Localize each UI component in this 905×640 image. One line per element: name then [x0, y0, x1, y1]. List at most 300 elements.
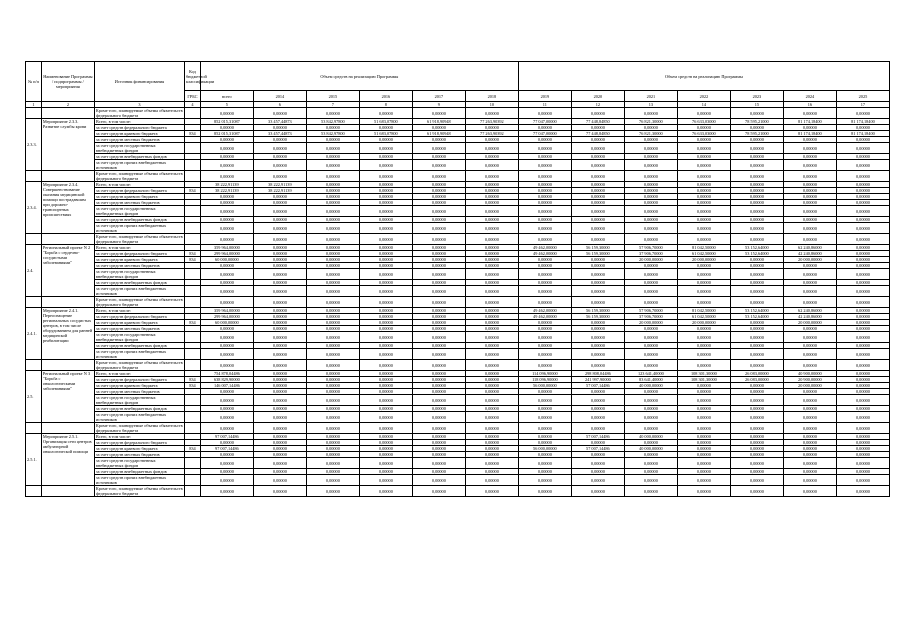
value-cell: 0,00000	[624, 280, 677, 286]
value-cell: 0,00000	[306, 200, 359, 206]
value-cell: 0,00000	[730, 383, 783, 389]
grbs-cell	[184, 349, 200, 360]
value-cell: 0,00000	[783, 182, 836, 188]
value-cell: 0,00000	[465, 257, 518, 263]
value-cell: 0,00000	[359, 251, 412, 257]
value-cell: 0,00000	[465, 395, 518, 406]
index-cell: 5	[200, 102, 253, 108]
year-header: 2019	[518, 91, 571, 102]
value-cell: 0,00000	[359, 332, 412, 343]
row-name-cell	[41, 171, 94, 182]
grbs-cell	[184, 108, 200, 119]
value-cell: 0,00000	[200, 154, 253, 160]
value-cell: 0,00000	[412, 171, 465, 182]
value-cell: 0,00000	[412, 280, 465, 286]
value-cell: 0,00000	[465, 371, 518, 377]
value-cell: 0,00000	[359, 406, 412, 412]
value-cell: 0,00000	[518, 269, 571, 280]
value-cell: 0,00000	[836, 171, 889, 182]
table-row	[26, 297, 890, 308]
value-cell: 0,00000	[730, 280, 783, 286]
value-cell: 77 448,84850	[571, 131, 624, 137]
value-cell: 0,00000	[730, 137, 783, 143]
value-cell: 0,00000	[571, 108, 624, 119]
value-cell: 0,00000	[359, 349, 412, 360]
value-cell: 359 964,00000	[200, 308, 253, 314]
source-cell: за счет средств внебюджетных фондов	[94, 280, 184, 286]
value-cell: 77 263,90392	[465, 131, 518, 137]
value-cell: 0,00000	[624, 194, 677, 200]
value-cell: 0,00000	[359, 182, 412, 188]
value-cell: 0,00000	[465, 280, 518, 286]
value-cell: 62 240,86000	[783, 245, 836, 251]
value-cell: 0,00000	[624, 188, 677, 194]
value-cell: 0,00000	[571, 452, 624, 458]
value-cell: 0,00000	[412, 269, 465, 280]
year-header: 2021	[624, 91, 677, 102]
value-cell: 0,00000	[253, 194, 306, 200]
value-cell: 0,00000	[465, 412, 518, 423]
value-cell: 0,00000	[836, 200, 889, 206]
value-cell: 118 096,90000	[518, 377, 571, 383]
table-row	[26, 332, 890, 343]
value-cell: 83 641,40000	[624, 377, 677, 383]
value-cell: 0,00000	[783, 143, 836, 154]
index-cell: 14	[677, 102, 730, 108]
value-cell: 0,00000	[306, 234, 359, 245]
value-cell: 0,00000	[306, 343, 359, 349]
row-number-cell	[26, 234, 42, 245]
value-cell: 0,00000	[412, 286, 465, 297]
value-cell: 0,00000	[253, 257, 306, 263]
value-cell: 0,00000	[836, 446, 889, 452]
value-cell: 49 462,00000	[518, 251, 571, 257]
value-cell: 0,00000	[465, 349, 518, 360]
value-cell: 0,00000	[306, 412, 359, 423]
value-cell: 0,00000	[306, 326, 359, 332]
value-cell: 53 152,64000	[730, 251, 783, 257]
value-cell: 0,00000	[677, 160, 730, 171]
value-cell: 81 042,50000	[677, 308, 730, 314]
value-cell: 76 821,30000	[624, 119, 677, 125]
value-cell: 0,00000	[624, 440, 677, 446]
value-cell: 0,00000	[465, 171, 518, 182]
value-cell: 0,00000	[412, 160, 465, 171]
index-cell: 11	[518, 102, 571, 108]
value-cell: 0,00000	[677, 297, 730, 308]
value-cell: 0,00000	[571, 160, 624, 171]
year-header: 2016	[359, 91, 412, 102]
value-cell: 0,00000	[730, 182, 783, 188]
value-cell: 0,00000	[571, 475, 624, 486]
value-cell: 0,00000	[253, 360, 306, 371]
value-cell: 0,00000	[571, 458, 624, 469]
value-cell: 0,00000	[359, 280, 412, 286]
value-cell: 0,00000	[412, 343, 465, 349]
value-cell: 56 159,30000	[571, 308, 624, 314]
value-cell: 0,00000	[571, 326, 624, 332]
value-cell: 0,00000	[571, 389, 624, 395]
value-cell: 0,00000	[412, 200, 465, 206]
value-cell: 0,00000	[465, 326, 518, 332]
value-cell: 0,00000	[518, 154, 571, 160]
value-cell: 0,00000	[783, 423, 836, 434]
value-cell: 0,00000	[571, 137, 624, 143]
value-cell: 81 174,18400	[783, 119, 836, 125]
value-cell: 0,00000	[253, 452, 306, 458]
grbs-cell: 834	[184, 383, 200, 389]
source-cell: за счет средств местных бюджетов	[94, 326, 184, 332]
value-cell: 0,00000	[624, 412, 677, 423]
value-cell: 77 263,90392	[465, 119, 518, 125]
value-cell: 0,00000	[200, 452, 253, 458]
source-cell: Кроме того, планируемые объемы обязательств федерального бюджета	[95, 234, 183, 244]
value-cell: 0,00000	[730, 234, 783, 245]
value-cell: 0,00000	[677, 286, 730, 297]
value-cell: 0,00000	[200, 171, 253, 182]
value-cell: 20 900,00000	[783, 377, 836, 383]
value-cell: 49 462,00000	[518, 314, 571, 320]
value-cell: 0,00000	[200, 389, 253, 395]
value-cell: 0,00000	[624, 286, 677, 297]
value-cell: 0,00000	[412, 217, 465, 223]
value-cell: 0,00000	[200, 349, 253, 360]
value-cell: 0,00000	[253, 125, 306, 131]
table-row	[26, 171, 890, 182]
value-cell: 0,00000	[200, 469, 253, 475]
value-cell: 0,00000	[359, 269, 412, 280]
value-cell: 0,00000	[836, 194, 889, 200]
value-cell: 77 047,00000	[518, 119, 571, 125]
value-cell: 0,00000	[465, 297, 518, 308]
value-cell: 0,00000	[783, 360, 836, 371]
value-cell: 20 000,00000	[624, 320, 677, 326]
value-cell: 20 000,00000	[783, 383, 836, 389]
value-cell: 0,00000	[465, 406, 518, 412]
source-cell: Всего, в том числе:	[94, 119, 184, 125]
value-cell: 37 906,70000	[624, 314, 677, 320]
table-body	[26, 108, 890, 497]
index-cell: 7	[306, 102, 359, 108]
value-cell: 146 007,14486	[200, 383, 253, 389]
value-cell: 0,00000	[677, 332, 730, 343]
value-cell: 42 240,86000	[783, 314, 836, 320]
value-cell: 26 083,00000	[730, 377, 783, 383]
value-cell: 0,00000	[730, 171, 783, 182]
value-cell: 0,00000	[624, 469, 677, 475]
value-cell: 0,00000	[518, 452, 571, 458]
value-cell: 0,00000	[518, 297, 571, 308]
value-cell: 51 683,07800	[359, 131, 412, 137]
value-cell: 0,00000	[200, 200, 253, 206]
value-cell: 0,00000	[571, 469, 624, 475]
value-cell: 0,00000	[571, 263, 624, 269]
value-cell: 0,00000	[518, 125, 571, 131]
source-cell: Кроме того, планируемые объемы обязательств федерального бюджета	[95, 108, 183, 118]
value-cell: 0,00000	[783, 389, 836, 395]
value-cell: 0,00000	[677, 223, 730, 234]
year-header: 2022	[677, 91, 730, 102]
value-cell: 0,00000	[200, 395, 253, 406]
row-number-cell	[26, 297, 42, 308]
grbs-cell: 834	[184, 131, 200, 137]
value-cell: 0,00000	[518, 360, 571, 371]
value-cell: 0,00000	[412, 182, 465, 188]
value-cell: 0,00000	[836, 125, 889, 131]
value-cell: 0,00000	[253, 371, 306, 377]
value-cell: 40 900,00000	[783, 371, 836, 377]
value-cell: 0,00000	[253, 423, 306, 434]
value-cell: 81 042,50000	[677, 245, 730, 251]
row-number-cell	[26, 108, 42, 119]
value-cell: 0,00000	[412, 245, 465, 251]
value-cell: 0,00000	[412, 332, 465, 343]
row-name-cell	[41, 360, 94, 371]
value-cell: 0,00000	[836, 314, 889, 320]
value-cell: 0,00000	[730, 188, 783, 194]
header-row-top	[26, 62, 890, 91]
value-cell: 0,00000	[200, 194, 253, 200]
value-cell: 123 641,40000	[624, 371, 677, 377]
value-cell: 0,00000	[624, 217, 677, 223]
row-number-cell: 2.4.1.	[26, 308, 42, 360]
value-cell: 0,00000	[730, 200, 783, 206]
value-cell: 61 042,50000	[677, 314, 730, 320]
value-cell: 299 964,00000	[200, 314, 253, 320]
value-cell: 37 906,70000	[624, 251, 677, 257]
index-cell: 15	[730, 102, 783, 108]
source-cell: Всего, в том числе:	[94, 308, 184, 314]
value-cell: 0,00000	[253, 171, 306, 182]
value-cell: 0,00000	[253, 217, 306, 223]
source-cell: Всего, в том числе:	[94, 182, 184, 188]
value-cell: 0,00000	[836, 458, 889, 469]
value-cell: 0,00000	[783, 280, 836, 286]
value-cell: 0,00000	[836, 188, 889, 194]
value-cell: 0,00000	[571, 280, 624, 286]
value-cell: 0,00000	[253, 251, 306, 257]
value-cell: 57 007,14486	[571, 446, 624, 452]
value-cell: 0,00000	[677, 171, 730, 182]
value-cell: 0,00000	[359, 206, 412, 217]
value-cell: 0,00000	[836, 286, 889, 297]
value-cell: 0,00000	[359, 395, 412, 406]
value-cell: 0,00000	[253, 108, 306, 119]
value-cell: 76 633,03000	[677, 119, 730, 125]
value-cell: 0,00000	[624, 475, 677, 486]
source-cell: за счет средств федерального бюджета	[94, 251, 184, 257]
value-cell: 0,00000	[306, 257, 359, 263]
value-cell: 0,00000	[306, 371, 359, 377]
value-cell: 0,00000	[253, 440, 306, 446]
grbs-cell	[184, 223, 200, 234]
value-cell: 0,00000	[253, 263, 306, 269]
value-cell: 0,00000	[253, 458, 306, 469]
value-cell: 0,00000	[465, 383, 518, 389]
value-cell: 0,00000	[465, 269, 518, 280]
value-cell: 0,00000	[518, 188, 571, 194]
source-cell: Кроме того, планируемые объемы обязательств федерального бюджета	[95, 486, 183, 496]
value-cell: 0,00000	[306, 137, 359, 143]
row-number-cell: 2.5.	[26, 371, 42, 423]
value-cell: 0,00000	[253, 320, 306, 326]
value-cell: 0,00000	[200, 108, 253, 119]
value-cell: 0,00000	[730, 257, 783, 263]
value-cell: 0,00000	[677, 188, 730, 194]
value-cell: 0,00000	[253, 406, 306, 412]
value-cell: 0,00000	[465, 108, 518, 119]
row-number-cell	[26, 486, 42, 497]
value-cell: 0,00000	[571, 406, 624, 412]
value-cell: 0,00000	[465, 389, 518, 395]
value-cell: 0,00000	[783, 206, 836, 217]
value-cell: 0,00000	[465, 154, 518, 160]
value-cell: 0,00000	[571, 154, 624, 160]
value-cell: 61 918,90948	[412, 119, 465, 125]
value-cell: 40 000,00000	[624, 446, 677, 452]
row-number-cell: 2.4.	[26, 245, 42, 297]
value-cell: 0,00000	[677, 182, 730, 188]
value-cell: 0,00000	[783, 332, 836, 343]
value-cell: 0,00000	[306, 251, 359, 257]
source-cell: Кроме того, планируемые объемы обязательств федерального бюджета	[95, 423, 183, 433]
source-cell: Кроме того, планируемые объемы обязательств федерального бюджета	[95, 360, 183, 370]
value-cell: 0,00000	[783, 286, 836, 297]
value-cell: 0,00000	[783, 452, 836, 458]
value-cell: 0,00000	[571, 200, 624, 206]
value-cell: 0,00000	[253, 308, 306, 314]
value-cell: 0,00000	[677, 143, 730, 154]
value-cell: 0,00000	[836, 263, 889, 269]
value-cell: 38 222,91139	[200, 182, 253, 188]
value-cell: 0,00000	[571, 194, 624, 200]
value-cell: 0,00000	[518, 440, 571, 446]
value-cell: 0,00000	[783, 446, 836, 452]
value-cell: 0,00000	[465, 125, 518, 131]
financing-table	[25, 61, 890, 497]
value-cell: 0,00000	[836, 360, 889, 371]
value-cell: 0,00000	[200, 280, 253, 286]
value-cell: 38 222,91139	[200, 188, 253, 194]
value-cell: 78 595,21000	[730, 119, 783, 125]
grbs-cell: 834	[184, 446, 200, 452]
value-cell: 0,00000	[571, 343, 624, 349]
value-cell: 0,00000	[253, 434, 306, 440]
value-cell: 0,00000	[571, 257, 624, 263]
value-cell: 0,00000	[783, 188, 836, 194]
source-cell: за счет средств федерального бюджета	[94, 125, 184, 131]
value-cell: 0,00000	[677, 234, 730, 245]
grbs-cell	[184, 206, 200, 217]
value-cell: 77 448,84850	[571, 119, 624, 125]
index-cell: 3	[94, 102, 184, 108]
value-cell: 0,00000	[836, 223, 889, 234]
value-cell: 0,00000	[200, 143, 253, 154]
value-cell: 97 007,14486	[200, 434, 253, 440]
value-cell: 0,00000	[465, 263, 518, 269]
row-number-cell	[26, 171, 42, 182]
value-cell: 0,00000	[571, 440, 624, 446]
value-cell: 0,00000	[836, 326, 889, 332]
value-cell: 0,00000	[412, 440, 465, 446]
value-cell: 0,00000	[571, 217, 624, 223]
value-cell: 0,00000	[412, 326, 465, 332]
value-cell: 0,00000	[730, 320, 783, 326]
value-cell: 0,00000	[412, 314, 465, 320]
value-cell: 0,00000	[624, 160, 677, 171]
value-cell: 0,00000	[306, 486, 359, 497]
table-row	[26, 143, 890, 154]
value-cell: 0,00000	[518, 200, 571, 206]
value-cell: 57 007,14486	[571, 434, 624, 440]
value-cell: 0,00000	[730, 389, 783, 395]
table-row	[26, 360, 890, 371]
value-cell: 0,00000	[836, 452, 889, 458]
value-cell: 0,00000	[359, 320, 412, 326]
value-cell: 0,00000	[518, 194, 571, 200]
value-cell: 0,00000	[412, 395, 465, 406]
row-name-cell: Региональный проект N 3 "Борьба с онкологическими заболеваниями"	[41, 371, 94, 423]
value-cell: 20 000,00000	[677, 257, 730, 263]
value-cell: 0,00000	[306, 446, 359, 452]
value-cell: 0,00000	[306, 160, 359, 171]
source-cell: за счет средств федерального бюджета	[94, 440, 184, 446]
value-cell: 0,00000	[200, 206, 253, 217]
value-cell: 0,00000	[465, 251, 518, 257]
value-cell: 56 159,30000	[571, 245, 624, 251]
value-cell: 38 222,91139	[253, 182, 306, 188]
table-row	[26, 223, 890, 234]
value-cell: 0,00000	[783, 200, 836, 206]
col-code-header: Код бюджетной классификации	[184, 62, 200, 91]
value-cell: 0,00000	[730, 458, 783, 469]
value-cell: 56 159,30000	[571, 251, 624, 257]
index-cell: 1	[26, 102, 42, 108]
value-cell: 0,00000	[677, 154, 730, 160]
value-cell: 0,00000	[518, 469, 571, 475]
value-cell: 0,00000	[836, 280, 889, 286]
value-cell: 0,00000	[677, 263, 730, 269]
grbs-cell	[184, 423, 200, 434]
value-cell: 0,00000	[200, 125, 253, 131]
value-cell: 0,00000	[306, 217, 359, 223]
row-number-cell: 2.3.4.	[26, 182, 42, 234]
grbs-cell	[184, 360, 200, 371]
value-cell: 0,00000	[359, 377, 412, 383]
source-cell: за счет средств краевого бюджета	[94, 446, 184, 452]
value-cell: 56 159,30000	[571, 314, 624, 320]
source-cell: Всего, в том числе:	[94, 371, 184, 377]
grbs-cell: 834	[184, 320, 200, 326]
value-cell: 0,00000	[836, 137, 889, 143]
table-row	[26, 269, 890, 280]
value-cell: 0,00000	[306, 280, 359, 286]
value-cell: 0,00000	[253, 332, 306, 343]
value-cell: 0,00000	[730, 286, 783, 297]
value-cell: 0,00000	[200, 269, 253, 280]
value-cell: 0,00000	[518, 395, 571, 406]
value-cell: 0,00000	[677, 280, 730, 286]
value-cell: 241 997,90000	[571, 377, 624, 383]
value-cell: 0,00000	[306, 349, 359, 360]
value-cell: 0,00000	[412, 137, 465, 143]
year-header: 2025	[836, 91, 889, 102]
row-name-cell	[41, 108, 94, 119]
value-cell: 0,00000	[783, 458, 836, 469]
value-cell: 0,00000	[624, 360, 677, 371]
value-cell: 0,00000	[359, 486, 412, 497]
value-cell: 0,00000	[412, 320, 465, 326]
